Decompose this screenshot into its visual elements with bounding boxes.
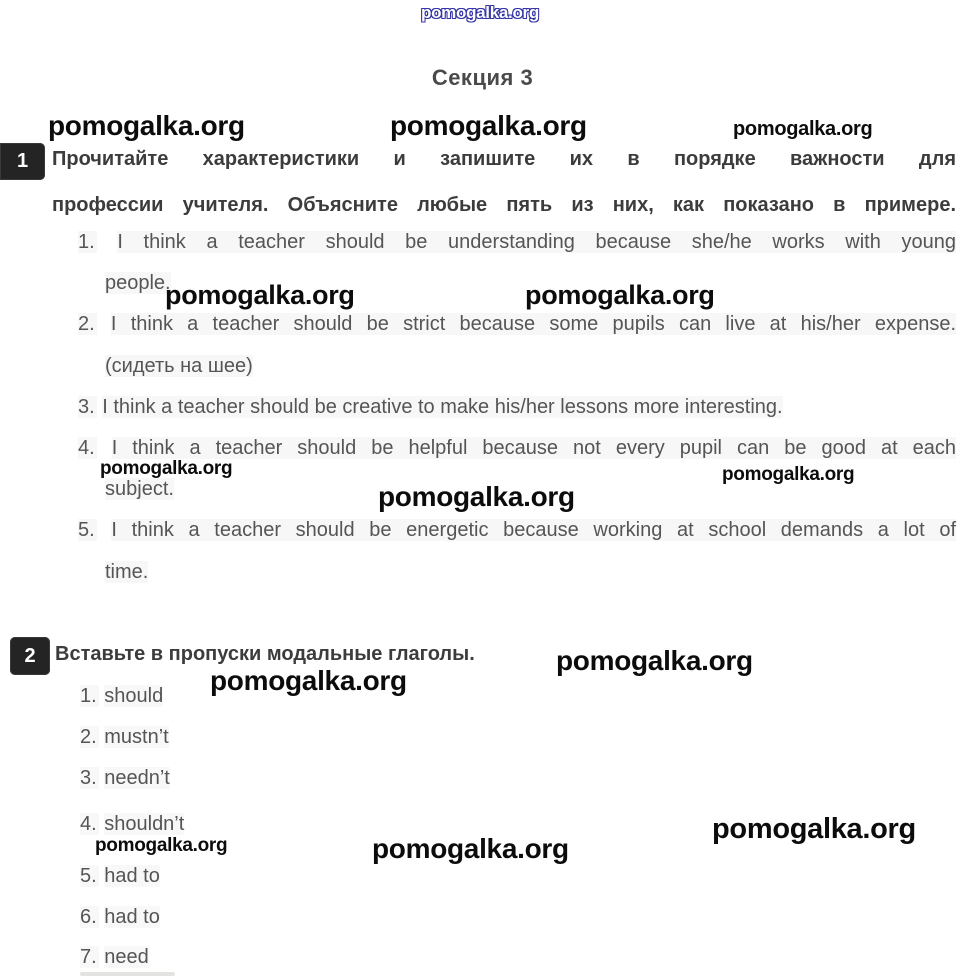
item-text: I think a teacher should be understanding because she/he works with young <box>117 231 957 253</box>
item-text: I think a teacher should be energetic because working at school demands a lot of <box>111 519 956 542</box>
watermark: pomogalka.org <box>210 665 407 696</box>
watermark: pomogalka.org <box>525 280 715 310</box>
item-text: (сидеть на шее) <box>105 354 253 377</box>
task1-answer-list <box>78 222 956 593</box>
watermark: pomogalka.org <box>100 458 233 479</box>
item-text: time. <box>105 560 149 583</box>
item-text: should <box>104 685 164 707</box>
item-number: 1. <box>80 685 97 707</box>
watermark: pomogalka.org <box>165 280 355 310</box>
watermark: pomogalka.org <box>722 464 855 485</box>
watermark: pomogalka.org <box>95 835 228 856</box>
section-title: Секция 3 <box>431 65 534 90</box>
item-text: had to <box>104 865 160 887</box>
list-item <box>78 304 956 386</box>
item-number: 3. <box>78 395 95 418</box>
item-number: 4. <box>80 813 97 835</box>
item-text: need <box>104 946 149 968</box>
watermark: pomogalka.org <box>733 118 873 140</box>
item-number: 7. <box>80 946 97 968</box>
list-item <box>78 387 956 428</box>
watermark: pomogalka.org <box>372 833 569 864</box>
item-text: I think a teacher should be strict because some pupils can live at his/her expense. <box>110 313 956 336</box>
item-text: people. <box>105 272 171 295</box>
list-item <box>80 862 160 890</box>
list-item <box>80 682 163 710</box>
task1-heading-line: профессии учителя. Объясните любые пять из них, как показано в примере. <box>52 194 956 216</box>
item-number: 5. <box>80 865 97 887</box>
item-number: 2. <box>78 313 95 336</box>
item-number: 3. <box>80 767 97 789</box>
task2-number-badge: 2 <box>10 637 50 675</box>
watermark: pomogalka.org <box>48 110 245 141</box>
task1-heading-line: Прочитайте характеристики и запишите их в порядке важности для <box>52 148 956 170</box>
item-number: 2. <box>80 726 97 748</box>
item-number: 1. <box>78 231 95 253</box>
item-text: I think a teacher should be creative to make his/her lessons more interesting. <box>102 395 783 418</box>
task1-heading <box>52 136 956 228</box>
item-number: 4. <box>78 436 95 459</box>
watermark-site-top: pomogalka.org <box>421 3 539 22</box>
watermark: pomogalka.org <box>378 481 575 512</box>
list-item <box>80 810 184 838</box>
list-item <box>78 510 956 592</box>
task2-heading: Вставьте в пропуски модальные глаголы. <box>55 643 475 665</box>
item-number: 5. <box>78 519 95 542</box>
watermark: pomogalka.org <box>556 645 753 676</box>
list-item <box>80 943 149 971</box>
watermark: pomogalka.org <box>390 110 587 141</box>
item-number: 6. <box>80 906 97 928</box>
list-item <box>80 723 169 751</box>
item-text: shouldn’t <box>104 813 185 835</box>
item-text: subject. <box>105 478 174 501</box>
list-item <box>80 764 170 792</box>
item-text: mustn’t <box>104 726 169 748</box>
item-text: I think a teacher should be helpful because not every pupil can be good at each <box>111 436 956 459</box>
watermark: pomogalka.org <box>712 813 916 845</box>
task1-number-badge: 1 <box>0 143 45 180</box>
item-text: needn’t <box>104 767 170 789</box>
list-item <box>80 903 160 931</box>
scan-artifact <box>80 972 175 976</box>
item-text: had to <box>104 906 160 928</box>
